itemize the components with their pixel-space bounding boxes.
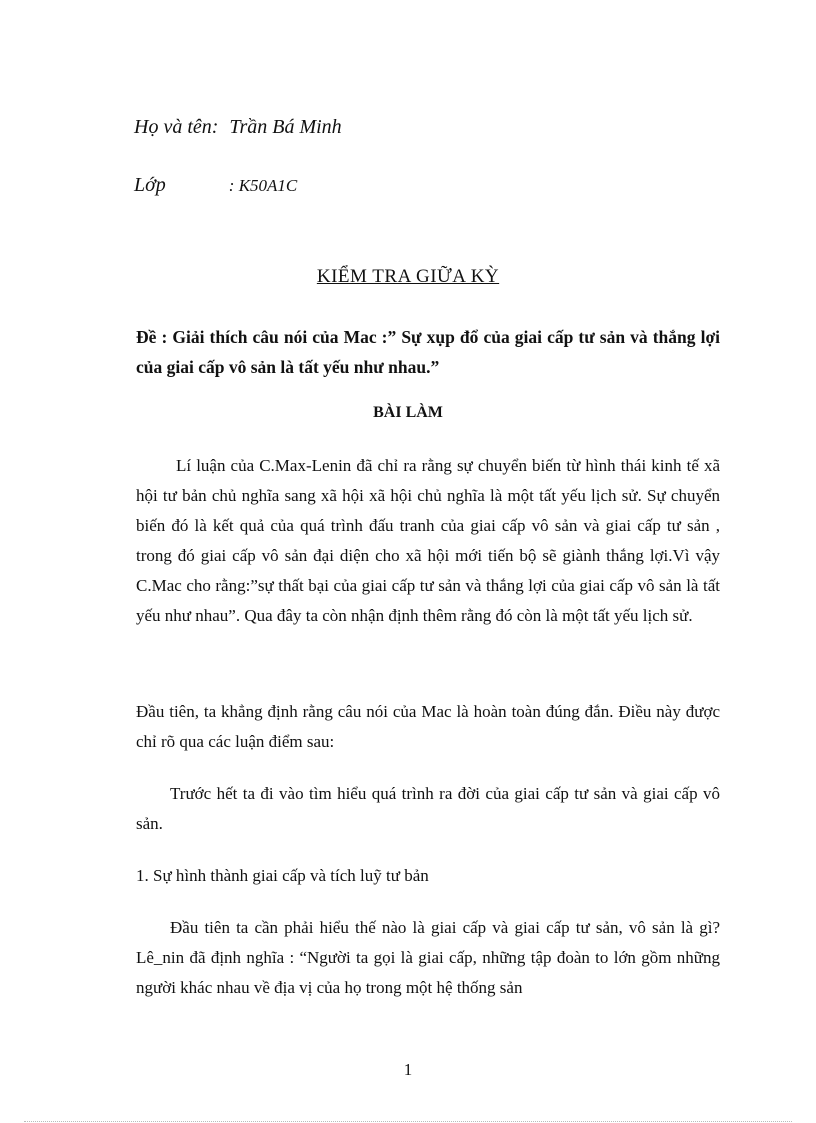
student-name-value: Trần Bá Minh: [229, 116, 342, 138]
section-subheading: 1. Sự hình thành giai cấp và tích luỹ tư bản: [136, 866, 429, 885]
page-number: 1: [403, 1060, 413, 1079]
student-class-line: [134, 174, 297, 197]
paragraph-origin: Trước hết ta đi vào tìm hiểu quá trình ra đời của giai cấp tư sản và giai cấp vô sản.: [136, 784, 720, 833]
paragraph-definition: Đầu tiên ta cần phải hiểu thế nào là giai cấp và giai cấp tư sản, vô sản là gì?Lê_nin đã định nghĩa : “Người ta gọi là giai cấp, những tập đoàn to lớn gồm những người khác nhau về địa vị của họ trong một hệ thống sản: [136, 918, 720, 997]
student-class-value: : K50A1C: [228, 176, 298, 195]
section-heading: BÀI LÀM: [373, 404, 443, 421]
page-bottom-divider: [24, 1121, 792, 1122]
student-class-label: Lớp: [134, 174, 166, 196]
student-name-label: Họ và tên:: [134, 116, 219, 138]
paragraph-intro: Lí luận của C.Max-Lenin đã chỉ ra rằng sự chuyển biến từ hình thái kinh tế xã hội tư bản chủ nghĩa sang xã hội xã hội chủ nghĩa là một tất yếu lịch sử. Sự chuyển biến đó là kết quả của quá trình đấu tranh của giai cấp vô sản và giai cấp tư sản , trong đó giai cấp vô sản đại diện cho xã hội mới tiến bộ sẽ giành thắng lợi.Vì vậy C.Mac cho rằng:”sự thất bại của giai cấp tư sản và thắng lợi của giai cấp vô sản là tất yếu như nhau”. Qua đây ta còn nhận định thêm rằng đó còn là một tất yếu lịch sử.: [136, 456, 720, 625]
exam-topic: Đề : Giải thích câu nói của Mac :” Sự xụp đổ của giai cấp tư sản và thắng lợi của giai cấp vô sản là tất yếu như nhau.”: [136, 327, 720, 377]
page-title: KIỂM TRA GIỮA KỲ: [316, 266, 500, 287]
paragraph-affirm: Đầu tiên, ta khẳng định rằng câu nói của Mac là hoàn toàn đúng đắn. Điều này được chỉ rõ qua các luận điểm sau:: [136, 702, 720, 751]
student-name-line: [134, 116, 342, 139]
